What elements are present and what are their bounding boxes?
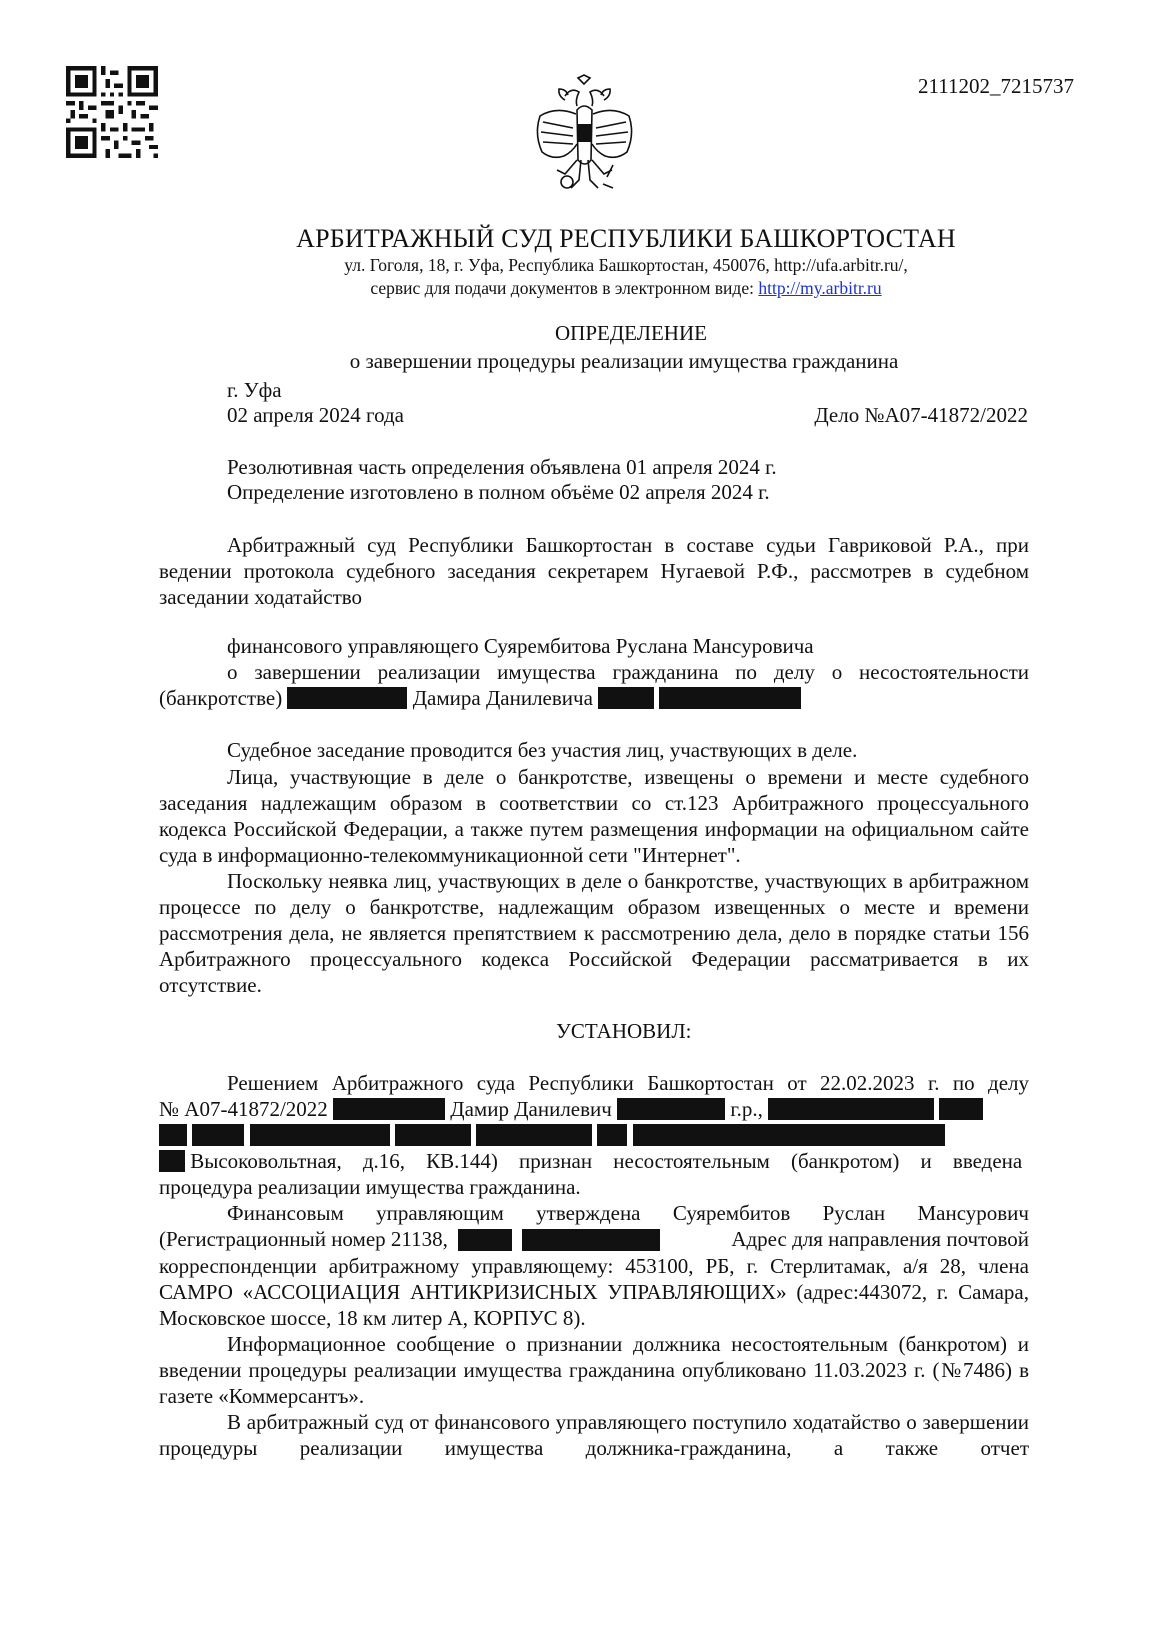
decision-line-3-redacted [159, 1123, 1029, 1148]
paragraph-publication: Информационное сообщение о признании должника несостоятельным (банкротом) и введении процедуры реализации имущества гражданина опубликовано 11.03.2023 г. (№7486) в газете «Коммерсантъ». [159, 1332, 1029, 1408]
redaction-block [250, 1124, 390, 1146]
redaction-block [476, 1124, 592, 1146]
manager-address-label: Адрес для направления почтовой [731, 1227, 1029, 1251]
redaction-block [939, 1098, 983, 1120]
paragraph-hearing-note: Судебное заседание проводится без участия лиц, участвующих в деле. [227, 738, 858, 762]
petitioner-line: финансового управляющего Суярембитова Руслана Мансуровича [227, 634, 814, 658]
decision-address-end: Высоковольтная, д.16, КВ.144) признан несостоятельным (банкротом) и введена [190, 1149, 1023, 1173]
document-id: 2111202_7215737 [918, 74, 1074, 98]
redaction-block [159, 1124, 187, 1146]
redaction-block [617, 1098, 725, 1120]
manager-registration: (Регистрационный номер 21138, [159, 1227, 448, 1251]
redaction-block [522, 1229, 660, 1251]
decision-line-1: Решением Арбитражного суда Республики Башкортостан от 22.02.2023 г. по делу [227, 1071, 1029, 1095]
redaction-block [659, 687, 801, 709]
petition-subject-line: о завершении реализации имущества гражданина по делу о несостоятельности [227, 660, 1029, 684]
debtor-name: Дамира Данилевича [412, 686, 593, 710]
case-number: Дело №А07-41872/2022 [814, 403, 1028, 427]
redaction-block [598, 687, 654, 709]
decision-line-4 [159, 1149, 1029, 1174]
court-service-label: сервис для подачи документов в электронном виде: [370, 278, 759, 298]
redaction-block [597, 1124, 627, 1146]
decision-line-5: процедура реализации имущества гражданина. [159, 1175, 581, 1199]
document-subtitle: о завершении процедуры реализации имущества гражданина [349, 349, 899, 373]
court-name: АРБИТРАЖНЫЙ СУД РЕСПУБЛИКИ БАШКОРТОСТАН [296, 224, 956, 253]
debtor-line [159, 686, 1029, 711]
redaction-block [768, 1098, 934, 1120]
redaction-block [333, 1098, 445, 1120]
manager-line-1: Финансовым управляющим утверждена Суярембитов Руслан Мансурович [227, 1201, 1029, 1225]
debtor-prefix: (банкротстве) [159, 686, 283, 710]
established-heading: УСТАНОВИЛ: [556, 1019, 692, 1043]
decision-birth-label: г.р., [730, 1097, 763, 1121]
decision-line-2 [159, 1097, 1029, 1122]
decision-case-number: № А07-41872/2022 [159, 1097, 328, 1121]
coat-of-arms-icon [527, 74, 642, 199]
resolutive-part-note: Резолютивная часть определения объявлена 01 апреля 2024 г. [227, 455, 777, 479]
document-title: ОПРЕДЕЛЕНИЕ [555, 321, 707, 345]
manager-address: корреспонденции арбитражному управляющему: 453100, РБ, г. Стерлитамак, а/я 28, члена САМРО «АССОЦИАЦИЯ АНТИКРИЗИСНЫХ УПРАВЛЯЮЩИХ» (адрес:443072, г. Самара, Московское шоссе, 18 км литер А, КОРПУС 8). [159, 1254, 1029, 1330]
paragraph-court-composition: Арбитражный суд Республики Башкортостан в составе судьи Гавриковой Р.А., при ведении протокола судебного заседания секретарем Нугаевой Р.Ф., рассмотрев в судебном заседании ходатайство [159, 533, 1029, 609]
paragraph-petition-received: В арбитражный суд от финансового управляющего поступило ходатайство о завершении процедуры реализации имущества должника-гражданина, а также отчет [159, 1410, 1029, 1460]
court-address-line: ул. Гоголя, 18, г. Уфа, Республика Башкортостан, 450076, http://ufa.arbitr.ru/, [344, 255, 908, 275]
full-text-note: Определение изготовлено в полном объёме 02 апреля 2024 г. [227, 480, 770, 504]
manager-line-2 [159, 1227, 1029, 1252]
paragraph-absence: Поскольку неявка лиц, участвующих в деле о банкротстве, участвующих в арбитражном процессе по делу о банкротстве, надлежащим образом извещенных о месте и времени рассмотрения дела, не является препятствием к рассмотрению дела, дело в порядке статьи 156 Арбитражного процессуального кодекса Российской Федерации рассматривается в их отсутствие. [159, 869, 1029, 997]
qr-code-icon [66, 66, 158, 158]
paragraph-notification: Лица, участвующие в деле о банкротстве, извещены о времени и месте судебного заседания надлежащим образом в соответствии со ст.123 Арбитражного процессуального кодекса Российской Федерации, а также путем размещения информации на официальном сайте суда в информационно-телекоммуникационной сети "Интернет". [159, 765, 1029, 867]
issue-city: г. Уфа [227, 378, 282, 402]
redaction-block [159, 1150, 185, 1172]
issue-date: 02 апреля 2024 года [227, 403, 404, 427]
decision-debtor-name: Дамир Данилевич [450, 1097, 612, 1121]
redaction-block [192, 1124, 244, 1146]
redaction-block [395, 1124, 471, 1146]
redaction-block [287, 687, 407, 709]
redaction-block [458, 1229, 512, 1251]
filing-service-link[interactable]: http://my.arbitr.ru [758, 278, 882, 298]
court-service-line [94, 277, 1158, 300]
redaction-block [633, 1124, 945, 1146]
court-address [0, 254, 1158, 300]
